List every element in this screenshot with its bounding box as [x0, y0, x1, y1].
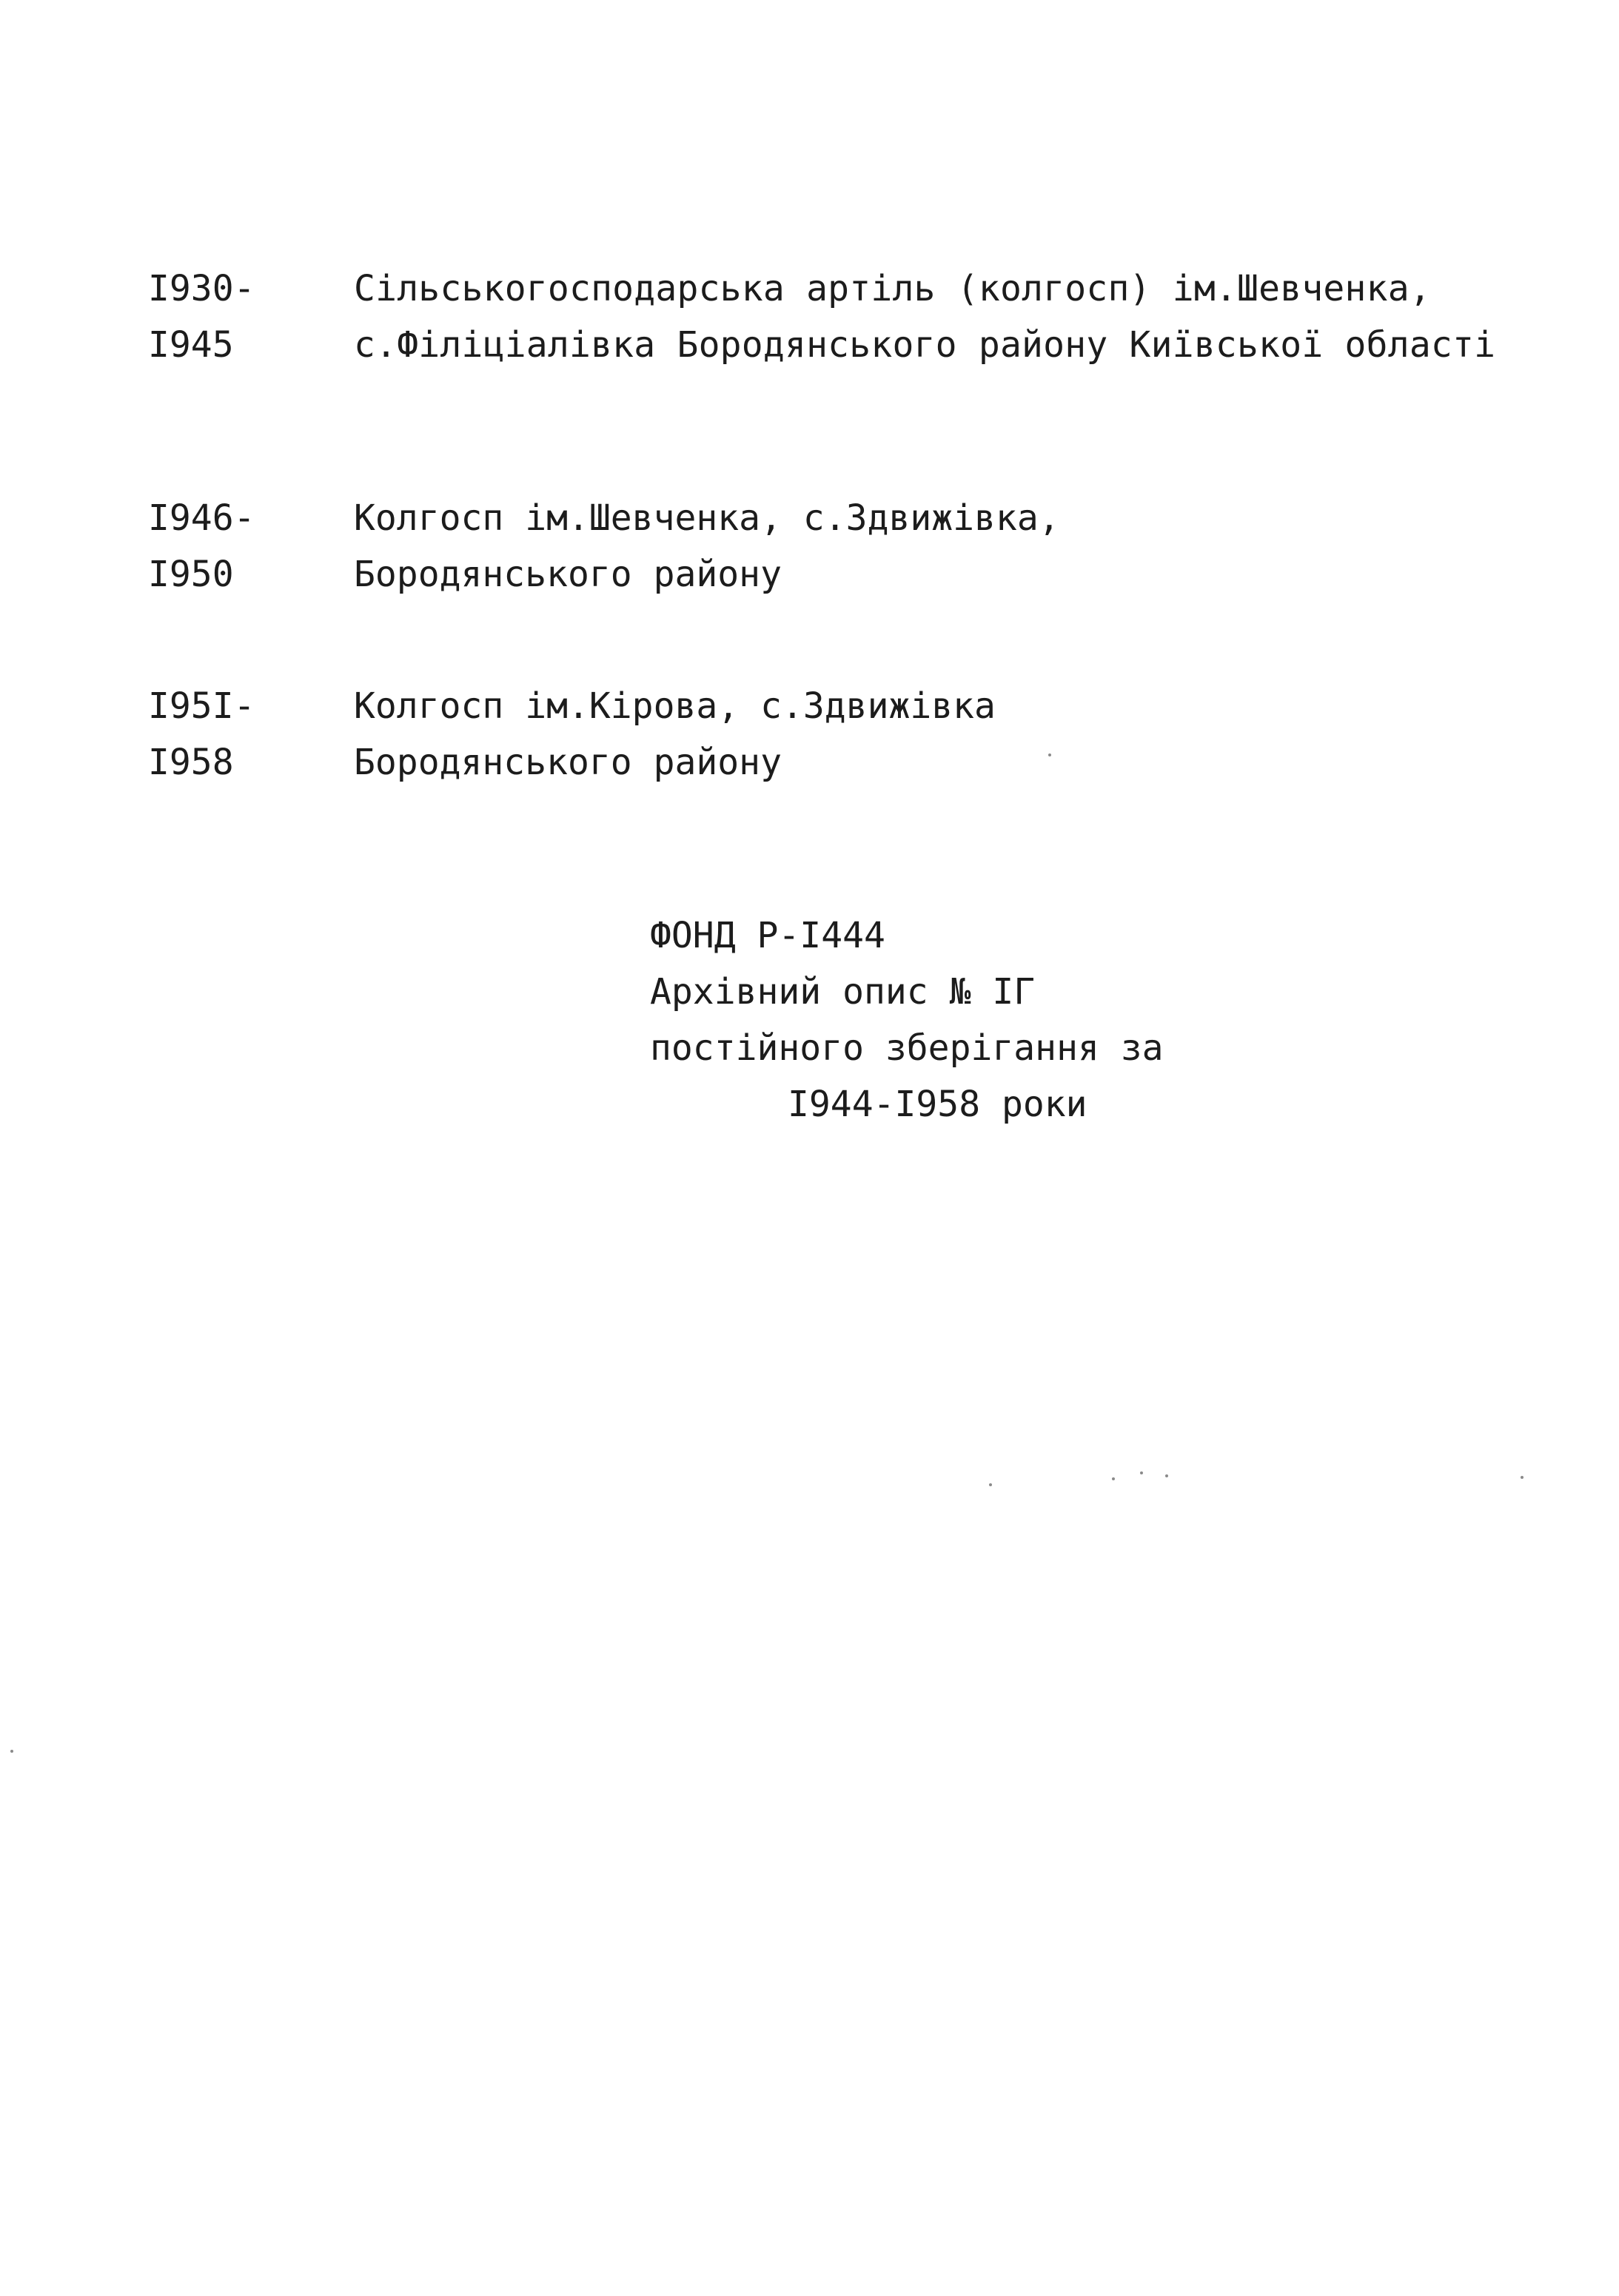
- entry-years-start: I946-: [148, 497, 255, 539]
- entry-years-end: I950: [148, 554, 234, 595]
- entry-title-line: Колгосп ім.Кірова, с.Здвижівка: [354, 685, 996, 727]
- scan-speck: [989, 1483, 992, 1486]
- fond-number: ФОНД Р-I444: [650, 915, 885, 956]
- entry-years-end: I945: [148, 324, 234, 366]
- entry-location-line: с.Філіціалівка Бородянського району Київської області: [354, 324, 1496, 366]
- scan-speck: [1521, 1476, 1524, 1479]
- inventory-number: Архівний опис № IГ: [650, 971, 1036, 1013]
- entry-years-end: I958: [148, 742, 234, 783]
- scan-speck: [1048, 753, 1051, 756]
- entry-years-start: I95I-: [148, 685, 255, 727]
- scan-speck: [1112, 1477, 1115, 1480]
- scan-speck: [10, 1750, 13, 1753]
- entry-years-start: I930-: [148, 268, 255, 309]
- entry-location-line: Бородянського району: [354, 554, 782, 595]
- entry-title-line: Колгосп ім.Шевченка, с.Здвижівка,: [354, 497, 1060, 539]
- period-years: I944-I958 роки: [788, 1084, 1087, 1125]
- entry-location-line: Бородянського району: [354, 742, 782, 783]
- entry-title-line: Сільськогосподарська артіль (колгосп) ім.Шевченка,: [354, 268, 1431, 309]
- storage-type: постійного зберігання за: [650, 1027, 1164, 1069]
- scan-speck: [1140, 1471, 1143, 1474]
- scan-speck: [1165, 1474, 1168, 1477]
